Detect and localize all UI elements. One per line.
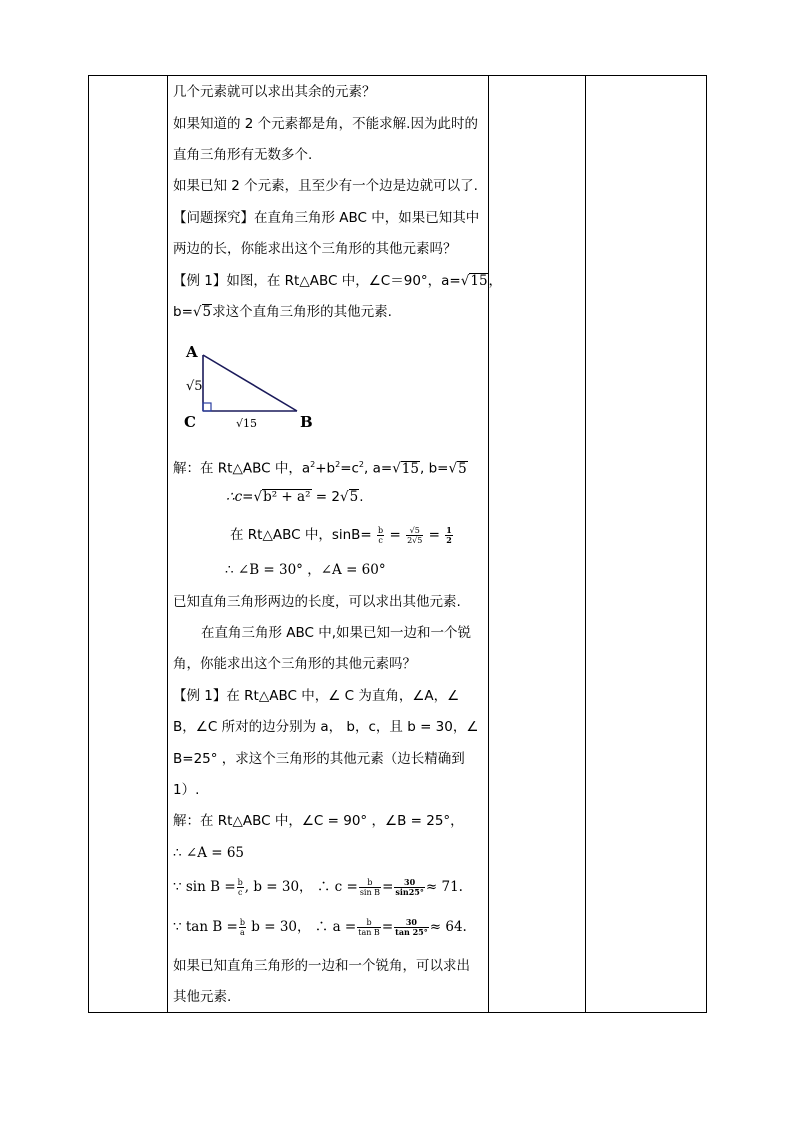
text-segment: =c <box>340 460 359 477</box>
table-col-border-1 <box>88 75 89 1013</box>
side-label-cb: √15 <box>236 417 258 430</box>
solution-line <box>173 455 468 479</box>
example-1-line <box>173 271 502 291</box>
numerator: 30 <box>394 918 429 928</box>
sqrt-radicand: b² + a² <box>263 489 311 505</box>
text-segment: b = 30， ∴ a = <box>247 919 357 935</box>
table-col-border-4 <box>585 75 586 1013</box>
text-segment: = <box>382 879 394 895</box>
text-segment: ∵ sin B = <box>173 879 236 895</box>
exponent: 2 <box>358 460 365 469</box>
text-line: 两边的长，你能求出这个三角形的其他元素吗？ <box>173 241 457 257</box>
example-2-line: 【例 1】在 Rt△ABC 中，∠ C 为直角，∠A，∠ <box>173 688 460 704</box>
text-segment: 解：在 Rt△ABC 中，a <box>173 460 311 477</box>
triangle-figure <box>178 339 328 434</box>
sqrt-symbol: √ <box>448 460 458 477</box>
denominator: tan B <box>358 928 380 937</box>
table-col-border-5 <box>706 75 707 1013</box>
sqrt-symbol: √ <box>192 304 202 320</box>
table-col-border-2 <box>167 75 168 1013</box>
numerator: b <box>359 878 381 888</box>
fraction <box>357 918 381 937</box>
text-segment: ∵ tan B = <box>173 919 238 935</box>
denominator: c <box>378 535 383 545</box>
text-segment: 在 Rt△ABC 中，sinB= <box>230 527 372 543</box>
vertex-label-a: A <box>186 343 198 361</box>
side-ab <box>203 355 297 411</box>
example-2-line: B=25° ，求这个三角形的其他元素（边长精确到 <box>173 751 465 767</box>
text-segment: , b = 30， ∴ c = <box>244 879 358 895</box>
exponent: 2 <box>335 460 341 469</box>
fraction <box>377 526 384 545</box>
sqrt-radicand: 15 <box>470 273 488 289</box>
sqrt-radicand: 15 <box>401 460 419 477</box>
sqrt-radicand: 5 <box>349 489 359 505</box>
sqrt-radicand: 5 <box>202 304 212 320</box>
text-line: 在直角三角形 ABC 中,如果已知一边和一个锐 <box>201 625 472 641</box>
table-top-border <box>88 75 707 76</box>
text-line: 如果已知直角三角形的一边和一个锐角，可以求出 <box>173 958 470 974</box>
numerator: √5 <box>406 526 423 536</box>
text-line: 【问题探究】在直角三角形 ABC 中，如果已知其中 <box>173 210 480 226</box>
sqrt-symbol: √ <box>392 460 401 477</box>
text-segment: = <box>424 527 445 543</box>
text-segment: 求这个直角三角形的其他元素. <box>212 304 392 320</box>
denominator: sin25° <box>395 887 424 897</box>
text-segment: 【例 1】如图，在 Rt△ABC 中，∠C＝90°，a= <box>173 273 461 289</box>
denominator: a <box>240 928 245 937</box>
denominator: 2√5 <box>407 535 423 545</box>
text-segment: b= <box>173 304 193 320</box>
fraction <box>359 878 381 897</box>
fraction <box>239 918 246 937</box>
solution-line <box>226 487 363 507</box>
fraction <box>394 918 429 937</box>
denominator: tan 25° <box>395 927 428 937</box>
text-segment: ≈ 71. <box>425 879 463 895</box>
fraction <box>406 526 423 545</box>
numerator: b <box>357 918 381 928</box>
exponent: 2 <box>310 460 316 469</box>
side-label-ac: √5 <box>186 379 203 394</box>
example-1-line <box>173 302 392 322</box>
sqrt-radicand: 5 <box>458 460 467 477</box>
numerator: 30 <box>394 878 425 888</box>
numerator: b <box>237 878 243 887</box>
denominator: c <box>237 888 243 897</box>
right-angle-mark <box>203 403 211 411</box>
solution-line <box>173 917 467 937</box>
text-segment: ≈ 64. <box>429 919 467 935</box>
sqrt-symbol: √ <box>339 489 349 505</box>
solution-line <box>173 877 463 897</box>
text-segment: . <box>359 489 364 505</box>
table-col-border-3 <box>488 75 489 1013</box>
text-segment: +b <box>315 460 336 477</box>
fraction <box>237 878 244 897</box>
text-line: 已知直角三角形两边的长度，可以求出其他元素. <box>173 594 461 610</box>
table-bottom-border <box>88 1012 707 1013</box>
text-segment: , a= <box>364 460 393 477</box>
example-2-line: 1）. <box>173 782 200 798</box>
text-line: 直角三角形有无数多个. <box>173 147 313 163</box>
numerator: 1 <box>446 524 452 535</box>
example-2-line: B，∠C 所对的边分别为 a， b，c，且 b = 30，∠ <box>173 719 479 735</box>
solution-line: 解：在 Rt△ABC 中，∠C = 90° ，∠B = 25°， <box>173 813 464 829</box>
vertex-label-b: B <box>300 413 313 431</box>
text-segment: ， <box>488 273 503 289</box>
sqrt-symbol: √ <box>460 273 470 289</box>
solution-line <box>230 525 454 545</box>
sqrt-symbol: √ <box>253 489 263 505</box>
text-line: 角，你能求出这个三角形的其他元素吗？ <box>173 656 416 672</box>
text-segment: , b= <box>419 460 449 477</box>
text-segment: = <box>385 527 406 543</box>
vertex-label-c: C <box>184 413 196 431</box>
denominator: sin B <box>359 888 381 897</box>
text-line: 几个元素就可以求出其余的元素？ <box>173 84 376 100</box>
fraction <box>394 878 425 897</box>
denominator: 2 <box>446 534 452 545</box>
numerator: b <box>378 525 384 535</box>
numerator: b <box>239 918 245 927</box>
text-line: 如果已知 2 个元素，且至少有一个边是边就可以了. <box>173 178 478 194</box>
solution-line: ∴ ∠A = 65 <box>173 845 245 861</box>
text-line: 如果知道的 2 个元素都是角，不能求解.因为此时的 <box>173 116 478 132</box>
solution-line: ∴ ∠B = 30° ，∠A = 60° <box>225 562 386 578</box>
text-line: 其他元素. <box>173 989 232 1005</box>
text-segment: = <box>381 919 394 935</box>
fraction <box>445 526 453 545</box>
text-segment: ∴c= <box>226 489 254 505</box>
text-segment: = 2 <box>311 489 340 505</box>
